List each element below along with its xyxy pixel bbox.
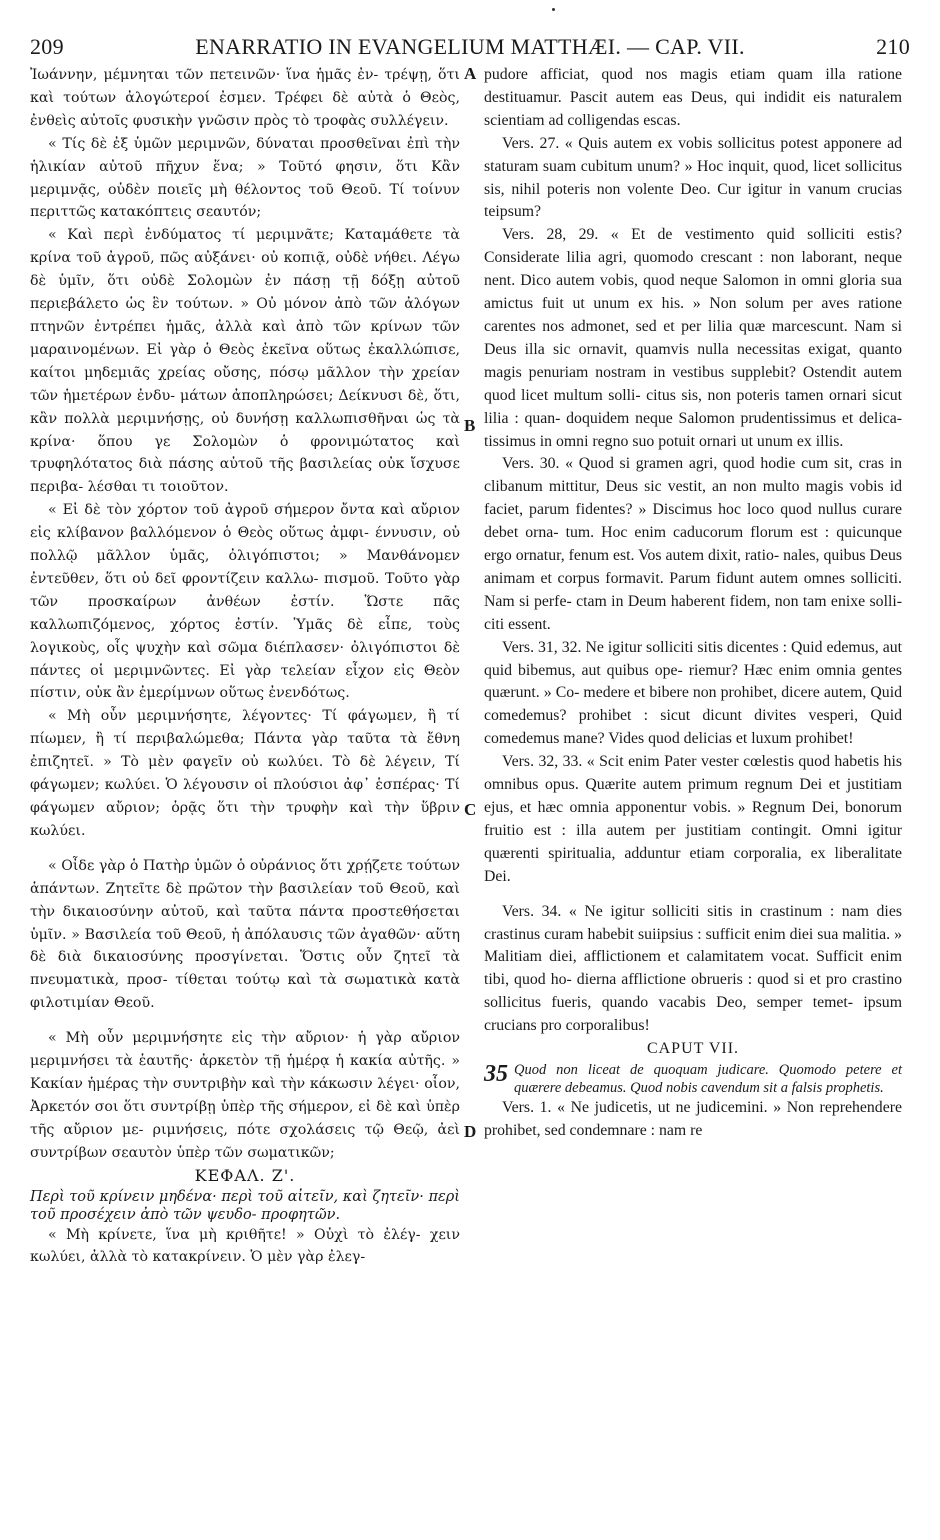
greek-paragraph: « Οἶδε γὰρ ὁ Πατὴρ ὑμῶν ὁ οὐράνιος ὅτι χρῄζετε τούτων ἁπάντων. Ζητεῖτε δὲ πρῶτον τὴν βασιλείαν τοῦ Θεοῦ, καὶ τὴν δικαιοσύνην αὐτοῦ, καὶ ταῦτα πάντα προστεθήσεται ὑμῖν. » Βασιλεία τοῦ Θεοῦ, ἡ ἀπόλαυσις τῶν ἀγαθῶν· αὕτη δὲ διὰ δικαιοσύνης προσγίνεται. Ὅστις οὖν ζητεῖ τὰ πνευματικὰ, προσ- τίθεται τούτῳ καὶ τὰ σωματικὰ κατὰ φιλοτιμίαν Θεοῦ.: [30, 857, 460, 1012]
paragraph-gap: [30, 843, 460, 855]
margin-mark-d: D: [464, 1122, 477, 1141]
greek-paragraph: Ἰωάννην, μέμνηται τῶν πετεινῶν· ἵνα ἡμᾶς ἐν- τρέψῃ, ὅτι καὶ τούτων ἀλογώτεροί ἐσμεν. Τρέφει δὲ αὐτὰ ὁ Θεὸς, ἐνθεὶς αὐτοῖς φυσικὴν γνῶσιν πρὸς τὸ τροφὰς συλλέγειν.: [30, 67, 460, 129]
latin-paragraph: Vers. 31, 32. Ne igitur solliciti sitis dicentes : Quid edemus, aut quid bibemus, aut quibus ope- riemur? Hæc enim omnia gentes quærunt. » Co- medere et bibere non prohibet, dicere autem, Quid comedemus? prohibet : sicut dicunt divites vesperi, Quid comedemus mane? Vides quod delicias et luxum prohibet!: [484, 638, 902, 748]
chapter-number: 35: [484, 1060, 508, 1087]
greek-paragraph: « Τίς δὲ ἐξ ὑμῶν μεριμνῶν, δύναται προσθεῖναι ἐπὶ τὴν ἡλικίαν αὐτοῦ πῆχυν ἕνα; » Τοῦτό φησιν, ὅτι Κἂν μεριμνᾷς, οὐδὲν ποιεῖς μὴ θέλοντος τοῦ Θεοῦ. Τί τοίνυν περιττῶς κατακόπτεις σεαυτόν;: [30, 135, 460, 221]
margin-mark-c: C: [464, 800, 477, 819]
page-number-left: 209: [30, 34, 64, 59]
greek-chapter-heading: ΚΕΦΑΛ. Ζ'.: [194, 1165, 296, 1185]
greek-paragraph: « Μὴ κρίνετε, ἵνα μὴ κριθῆτε! » Οὐχὶ τὸ ἐλέγ- χειν κωλύει, ἀλλὰ τὸ κατακρίνειν. Ὁ μὲν γὰρ ἐλεγ-: [30, 1226, 460, 1266]
greek-column: [30, 64, 460, 1269]
greek-chapter-summary: Περὶ τοῦ κρίνειν μηδένα· περὶ τοῦ αἰτεῖν, καὶ ζητεῖν· περὶ τοῦ προσέχειν ἀπὸ τῶν ψευδο- προφητῶν.: [30, 1188, 460, 1223]
page-header: [30, 34, 910, 60]
latin-paragraph: Vers. 34. « Ne igitur solliciti sitis in crastinum : nam dies crastinus curam habebit suiipsius : sufficit enim diei sua malitia. » Malitiam diei, afflictionem et calamitatem vocat. Sufficit enim tibi, quod ho- dierna afflictione obrueris : quod si et pro crastino sollicitus fueris, quando vacabis Deo, semper temet- ipsum crucians pro corporalibus!: [484, 902, 902, 1035]
greek-paragraph: « Εἰ δὲ τὸν χόρτον τοῦ ἀγροῦ σήμερον ὄντα καὶ αὔριον εἰς κλίβανον βαλλόμενον ὁ Θεὸς οὕτως ἀμφι- έννυσιν, οὐ πολλῷ μᾶλλον ὑμᾶς, ὀλιγόπιστοι; » Μανθάνομεν ἐντεῦθεν, ὅτι οὐ δεῖ φροντίζειν καλλω- πισμοῦ. Τοῦτο γὰρ τῶν προσκαίρων ἀνθέων ἐστίν. Ὥστε πᾶς καλλωπιζόμενος, χόρτος ἐστίν. Ὑμᾶς δὲ εἶπε, τοὺς λογικοὺς, οἷς ψυχὴν καὶ σῶμα διέπλασεν· ὀλιγόπιστοι δὲ πάντες οἱ μεριμνῶντες. Εἰ γὰρ τελείαν εἶχον εἰς Θεὸν πίστιν, οὐκ ἂν ἐμερίμνων οὕτως ἐνενδότως.: [30, 502, 460, 702]
latin-paragraph: Vers. 30. « Quod si gramen agri, quod hodie cum sit, cras in clibanum mittitur, Deus sic vestit, an non multo magis vobis id faciet, parum fidentes? » Discimus hoc loco quod nullus curare debet orna- tum. Hoc enim caducorum florum est : quicunque ergo ornatur, fenum est. Vos autem dixit, ratio- nales, quibus Deus animam et corpus formavit. Parum fidunt autem omnes solliciti. Nam si perfe- ctam in Deum haberent fidem, non tam enixe solli- citi essent.: [484, 455, 902, 633]
greek-paragraph: « Καὶ περὶ ἐνδύματος τί μεριμνᾶτε; Καταμάθετε τὰ κρίνα τοῦ ἀγροῦ, πῶς αὐξάνει· οὐ κοπιᾷ, οὐδὲ νήθει. Λέγω δὲ ὑμῖν, ὅτι οὐδὲ Σολομὼν ἐν πάσῃ τῇ δόξῃ αὐτοῦ περιεβάλετο ὡς ἓν τούτων. » Οὐ μόνον ἀπὸ τῶν ἀλόγων πτηνῶν ἐντρέπει ἡμᾶς, ἀλλὰ καὶ ἀπὸ τῶν κρίνων τῶν μαραινομένων. Εἰ γὰρ ὁ Θεὸς ἐκεῖνα οὕτως ἐκαλλώπισε, καίτοι μηδεμιᾶς χρείας οὔσης, πόσῳ μᾶλλον τὴν χρείαν τῶν ἡμετέρων ἐνδυ- μάτων ἀποπληρώσει; Δείκνυσι δὲ, ὅτι, κἂν πολλὰ μεριμνήσῃς, οὐ δυνήσῃ καλλωπισθῆναι ὡς τὰ κρίνα· ὅπου γε Σολομὼν ὁ φρονιμώτατος καὶ τρυφηλότατος διὰ πάσης αὐτοῦ τῆς βασιλείας οὐκ ἴσχυσε περιβα- λέσθαι τι τοιοῦτον.: [30, 227, 460, 496]
paragraph-gap: [484, 889, 902, 901]
latin-paragraph: Vers. 27. « Quis autem ex vobis sollicitus potest apponere ad staturam suam cubitum unum? » Hoc inquit, quod, licet sollicitus sis, nihil poteris non volente Deo. Cur igitur in vanum crucias teipsum?: [484, 134, 902, 221]
margin-mark-b: B: [464, 416, 476, 435]
paragraph-gap: [30, 1015, 460, 1027]
page-number-right: 210: [876, 34, 910, 59]
running-title: ENARRATIO IN EVANGELIUM MATTHÆI. — CAP. VII.: [195, 34, 745, 59]
latin-chapter-summary: [484, 1061, 902, 1097]
latin-chapter-heading: CAPUT VII.: [646, 1040, 740, 1058]
latin-summary-text: Quod non liceat de quoquam judicare. Quomodo petere et quærere debeamus. Quod nobis cavendum sit a falsis prophetis.: [514, 1061, 902, 1096]
latin-paragraph: Vers. 32, 33. « Scit enim Pater vester cœlestis quod habetis his omnibus opus. Quærite autem primum regnum Dei et justitiam ejus, et hæc omnia apponentur vobis. » Regnum Dei, bonorum fruitio est : illa autem per justitiam contingit. Omni igitur quærenti spiritualia, adduntur etiam corporalia, ex liberalitate Dei.: [484, 753, 902, 885]
latin-paragraph: pudore afficiat, quod nos magis etiam quam illa ratione destituamur. Pascit autem eas Deus, qui indidit eis naturalem scientiam ad colligendas escas.: [484, 66, 902, 129]
greek-paragraph: « Μὴ οὖν μεριμνήσητε εἰς τὴν αὔριον· ἡ γὰρ αὔριον μεριμνήσει τὰ ἑαυτῆς· ἀρκετὸν τῇ ἡμέρᾳ ἡ κακία αὐτῆς. » Κακίαν ἡμέρας τὴν συντριβὴν καὶ τὴν κάκωσιν λέγει· οἷον, Ἀρκετόν σοι ὅτι συντρίβῃ ὑπὲρ τῆς σήμερον, εἰ δὲ καὶ ὑπὲρ τῆς αὔριον με- ριμνήσεις, πότε σχολάσεις τῷ Θεῷ, ἀεὶ συντρίβων σεαυτὸν ὑπὲρ τῶν σωματικῶν;: [30, 1030, 460, 1161]
print-speck: [552, 8, 555, 11]
latin-column: [484, 64, 902, 1143]
greek-paragraph: « Μὴ οὖν μεριμνήσητε, λέγοντες· Τί φάγωμεν, ἢ τί πίωμεν, ἢ τί περιβαλώμεθα; Πάντα γὰρ ταῦτα τὰ ἔθνη ἐπιζητεῖ. » Τὸ μὲν φαγεῖν οὐ κωλύει. Τὸ δὲ λέγειν, Τί φάγωμεν; κωλύει. Ὁ λέγουσιν οἱ πλούσιοι ἀφ᾽ ἑσπέρας· Τί φάγωμεν αὔριον; ὁρᾷς ὅτι τὴν τρυφὴν καὶ τὴν ὕβριν κωλύει.: [30, 708, 460, 839]
latin-paragraph: Vers. 28, 29. « Et de vestimento quid solliciti estis? Considerate lilia agri, quomodo crescant : non laborant, neque nent. Dico autem vobis, quod neque Salomon in omni gloria sua amictus fuit ut unum ex his. » Non solum per aves ratione carentes nos admonet, sed et per lilia quæ marcescunt. Nam si Deus illa sic ornavit, quamvis nulla necessitas exigat, quanto magis penuriam nostram in vestibus supplebit? Ostendit autem quod licet multum solli- citus sis, non poteris tamen ornari sicut lilia : quan- doquidem neque Salomon prudentissimus et delica- tissimus in omni regno suo potuit ornari ut unum ex illis.: [484, 226, 902, 450]
margin-mark-a: A: [464, 64, 477, 83]
latin-paragraph: Vers. 1. « Ne judicetis, ut ne judicemini. » Non reprehendere prohibet, sed condemnare : nam re: [484, 1098, 902, 1139]
